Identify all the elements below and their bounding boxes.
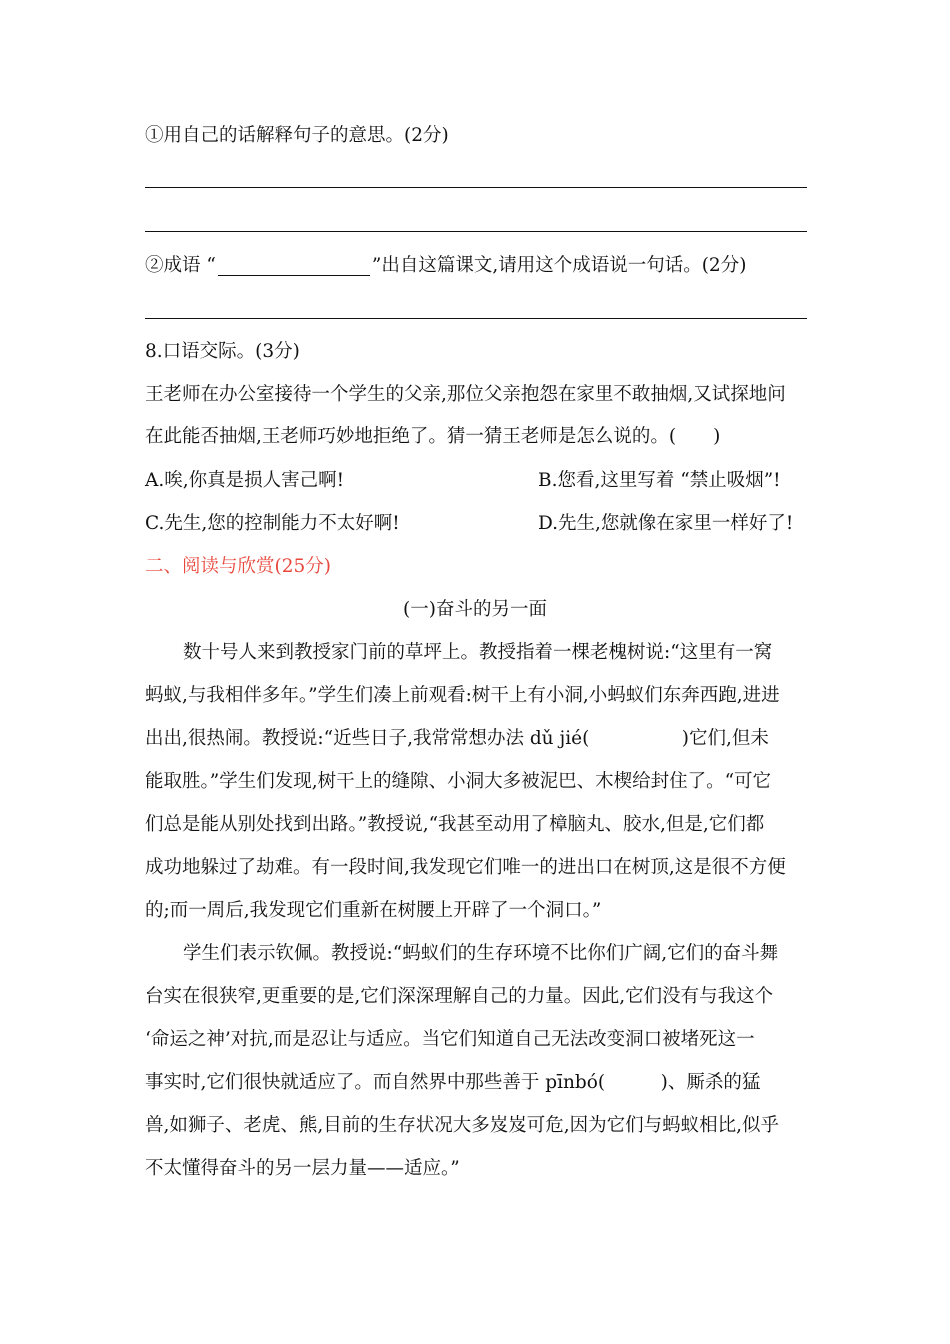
question-7-sub2 — [145, 254, 746, 278]
option-a: A.唉,你真是损人害己啊! — [145, 470, 345, 491]
passage-title: (一)奋斗的另一面 — [403, 599, 547, 620]
passage-line: 兽,如狮子、老虎、熊,目前的生存状况大多岌岌可危,因为它们与蚂蚁相比,似乎 — [145, 1115, 780, 1136]
passage-line: 的;而一周后,我发现它们重新在树腰上开辟了一个洞口。” — [145, 900, 602, 921]
question-7-sub1: ①用自己的话解释句子的意思。(2分) — [145, 125, 449, 146]
idiom-blank — [218, 255, 370, 276]
passage-line: 成功地躲过了劫难。有一段时间,我发现它们唯一的进出口在树顶,这是很不方便 — [145, 857, 786, 878]
passage-line: 出出,很热闹。教授说:“近些日子,我常常想办法 dǔ jié( )它们,但未 — [145, 728, 769, 749]
option-c: C.先生,您的控制能力不太好啊! — [145, 513, 400, 534]
option-b: B.您看,这里写着 “禁止吸烟”! — [538, 470, 781, 491]
question-7-sub2-prefix: ②成语 — [145, 255, 201, 276]
answer-line-3 — [145, 318, 807, 319]
question-8-stem-line-2: 在此能否抽烟,王老师巧妙地拒绝了。猜一猜王老师是怎么说的。( ) — [145, 426, 721, 447]
passage-line: ‘命运之神’对抗,而是忍让与适应。当它们知道自己无法改变洞口被堵死这一 — [145, 1029, 755, 1050]
passage-line: 不太懂得奋斗的另一层力量——适应。” — [145, 1158, 460, 1179]
passage-line: 蚂蚁,与我相伴多年。”学生们凑上前观看:树干上有小洞,小蚂蚁们东奔西跑,进进 — [145, 685, 780, 706]
option-d: D.先生,您就像在家里一样好了! — [538, 513, 794, 534]
question-8-stem-line-1: 王老师在办公室接待一个学生的父亲,那位父亲抱怨在家里不敢抽烟,又试探地问 — [145, 384, 786, 405]
passage-line: 能取胜。”学生们发现,树干上的缝隙、小洞大多被泥巴、木楔给封住了。“可它 — [145, 771, 772, 792]
open-quote: “ — [206, 255, 216, 276]
passage-line: 数十号人来到教授家门前的草坪上。教授指着一棵老槐树说:“这里有一窝 — [183, 642, 773, 663]
passage-line: 学生们表示钦佩。教授说:“蚂蚁们的生存环境不比你们广阔,它们的奋斗舞 — [183, 943, 779, 964]
passage-line: 事实时,它们很快就适应了。而自然界中那些善于 pīnbó( )、厮杀的猛 — [145, 1072, 761, 1093]
passage-line: 们总是能从别处找到出路。”教授说,“我甚至动用了樟脑丸、胶水,但是,它们都 — [145, 814, 765, 835]
section-2-heading: 二、阅读与欣赏(25分) — [145, 556, 331, 577]
question-8-title: 8.口语交际。(3分) — [145, 341, 300, 362]
question-7-sub2-suffix: ”出自这篇课文,请用这个成语说一句话。(2分) — [371, 255, 747, 276]
answer-line-2 — [145, 231, 807, 232]
answer-line-1 — [145, 187, 807, 188]
passage-line: 台实在很狭窄,更重要的是,它们深深理解自己的力量。因此,它们没有与我这个 — [145, 986, 774, 1007]
